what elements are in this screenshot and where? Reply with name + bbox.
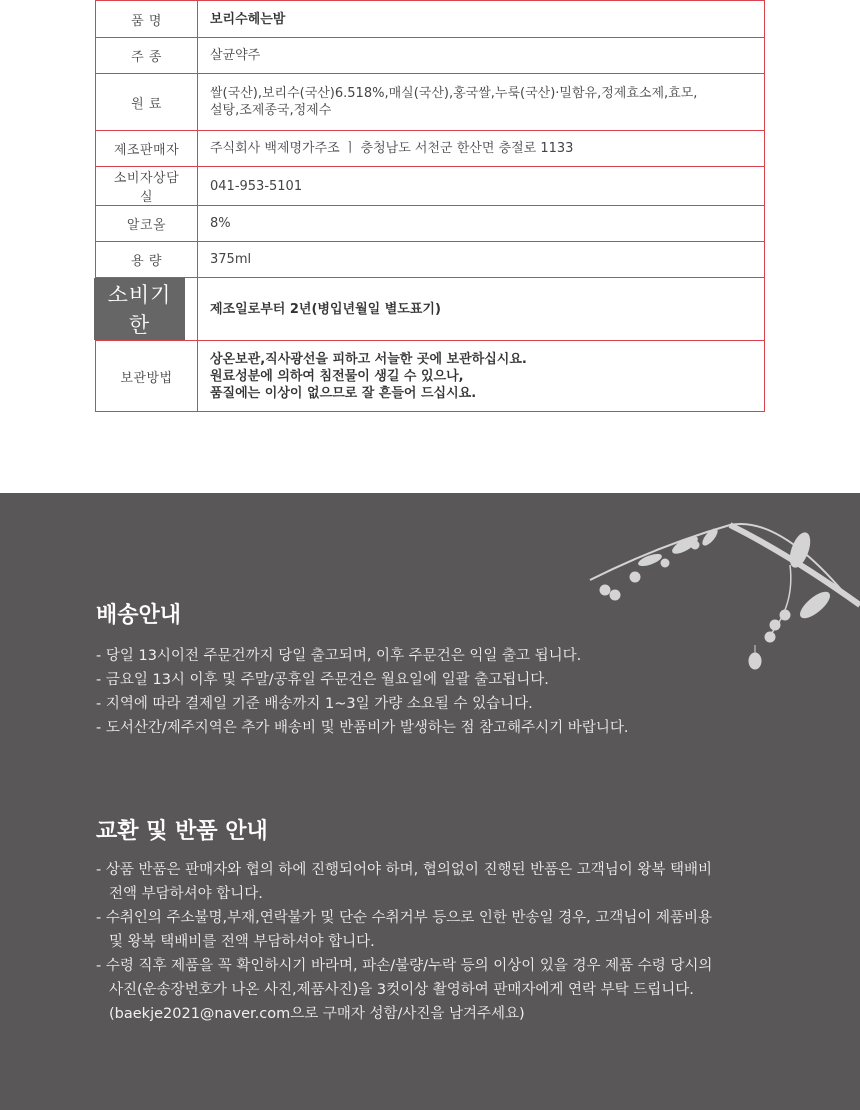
returns-item-line: - 수취인의 주소불명,부재,연락불가 및 단순 수취거부 등으로 인한 반송일 경우, 고객님이 제품비용 (96, 910, 713, 926)
returns-item (96, 906, 776, 954)
table-row (96, 131, 765, 167)
row-label: 제조판매자 (96, 131, 198, 167)
returns-item-line: 사진(운송장번호가 나온 사진,제품사진)을 3컷이상 촬영하여 판매자에게 연락 부탁 드립니다. (109, 982, 694, 998)
row-value-line: 상온보관,직사광선을 피하고 서늘한 곳에 보관하십시요. (210, 351, 527, 367)
returns-item (96, 858, 776, 906)
returns-item-line: 및 왕복 택배비를 전액 부담하셔야 합니다. (109, 934, 375, 950)
row-label: 보관방법 (96, 341, 198, 412)
row-value: 살균약주 (198, 38, 765, 74)
row-value (198, 341, 765, 412)
table-row (96, 1, 765, 38)
row-label (96, 278, 198, 341)
row-value: 041-953-5101 (198, 167, 765, 206)
row-label: 주 종 (96, 38, 198, 74)
row-value-line: 원료성분에 의하여 침전물이 생길 수 있으나, (210, 368, 464, 384)
row-label-highlight: 소비기한 (94, 278, 185, 340)
table-row (96, 278, 765, 341)
row-label: 소비자상담실 (96, 167, 198, 206)
table-row (96, 242, 765, 278)
row-value: 주식회사 백제명가주조 ㅣ 충청남도 서천군 한산면 충절로 1133 (198, 131, 765, 167)
shipping-item: - 금요일 13시 이후 및 주말/공휴일 주문건은 월요일에 일괄 출고됩니다. (96, 672, 549, 688)
shipping-list (96, 644, 776, 740)
returns-item-line: (baekje2021@naver.com으로 구매자 성함/사진을 남겨주세요) (109, 1006, 525, 1022)
shipping-item: - 지역에 따라 결제일 기준 배송까지 1~3일 가량 소요될 수 있습니다. (96, 696, 533, 712)
row-value: 보리수헤는밤 (198, 1, 765, 38)
shipping-item: - 당일 13시이전 주문건까지 당일 출고되며, 이후 주문건은 익일 출고 됩니다. (96, 648, 582, 664)
row-label: 알코올 (96, 206, 198, 242)
returns-item-line: 전액 부담하셔야 합니다. (109, 886, 263, 902)
row-value (198, 74, 765, 131)
returns-item-line: - 상품 반품은 판매자와 협의 하에 진행되어야 하며, 협의없이 진행된 반품은 고객님이 왕복 택배비 (96, 862, 713, 878)
table-row (96, 74, 765, 131)
row-value-line: 품질에는 이상이 없으므로 잘 흔들어 드십시요. (210, 385, 477, 401)
row-label: 원 료 (96, 74, 198, 131)
row-value: 375ml (198, 242, 765, 278)
product-info-table (95, 0, 765, 412)
returns-list (96, 858, 776, 1026)
returns-title: 교환 및 반품 안내 (96, 819, 268, 844)
row-value: 8% (198, 206, 765, 242)
returns-item (96, 954, 776, 1026)
table-row (96, 38, 765, 74)
row-label: 용 량 (96, 242, 198, 278)
row-label: 품 명 (96, 1, 198, 38)
table-row (96, 341, 765, 412)
row-value-line: 설탕,조제종국,정제수 (210, 103, 332, 118)
returns-item-line: - 수령 직후 제품을 꼭 확인하시기 바라며, 파손/불량/누락 등의 이상이 있을 경우 제품 수령 당시의 (96, 958, 713, 974)
shipping-title: 배송안내 (96, 603, 182, 628)
table-row (96, 167, 765, 206)
row-value: 제조일로부터 2년(병입년월일 별도표기) (198, 278, 765, 341)
table-row (96, 206, 765, 242)
shipping-item: - 도서산간/제주지역은 추가 배송비 및 반품비가 발생하는 점 참고해주시기 바랍니다. (96, 720, 629, 736)
row-value-line: 쌀(국산),보리수(국산)6.518%,매실(국산),홍국쌀,누룩(국산)·밀함유,정제효소제,효모, (210, 86, 698, 101)
